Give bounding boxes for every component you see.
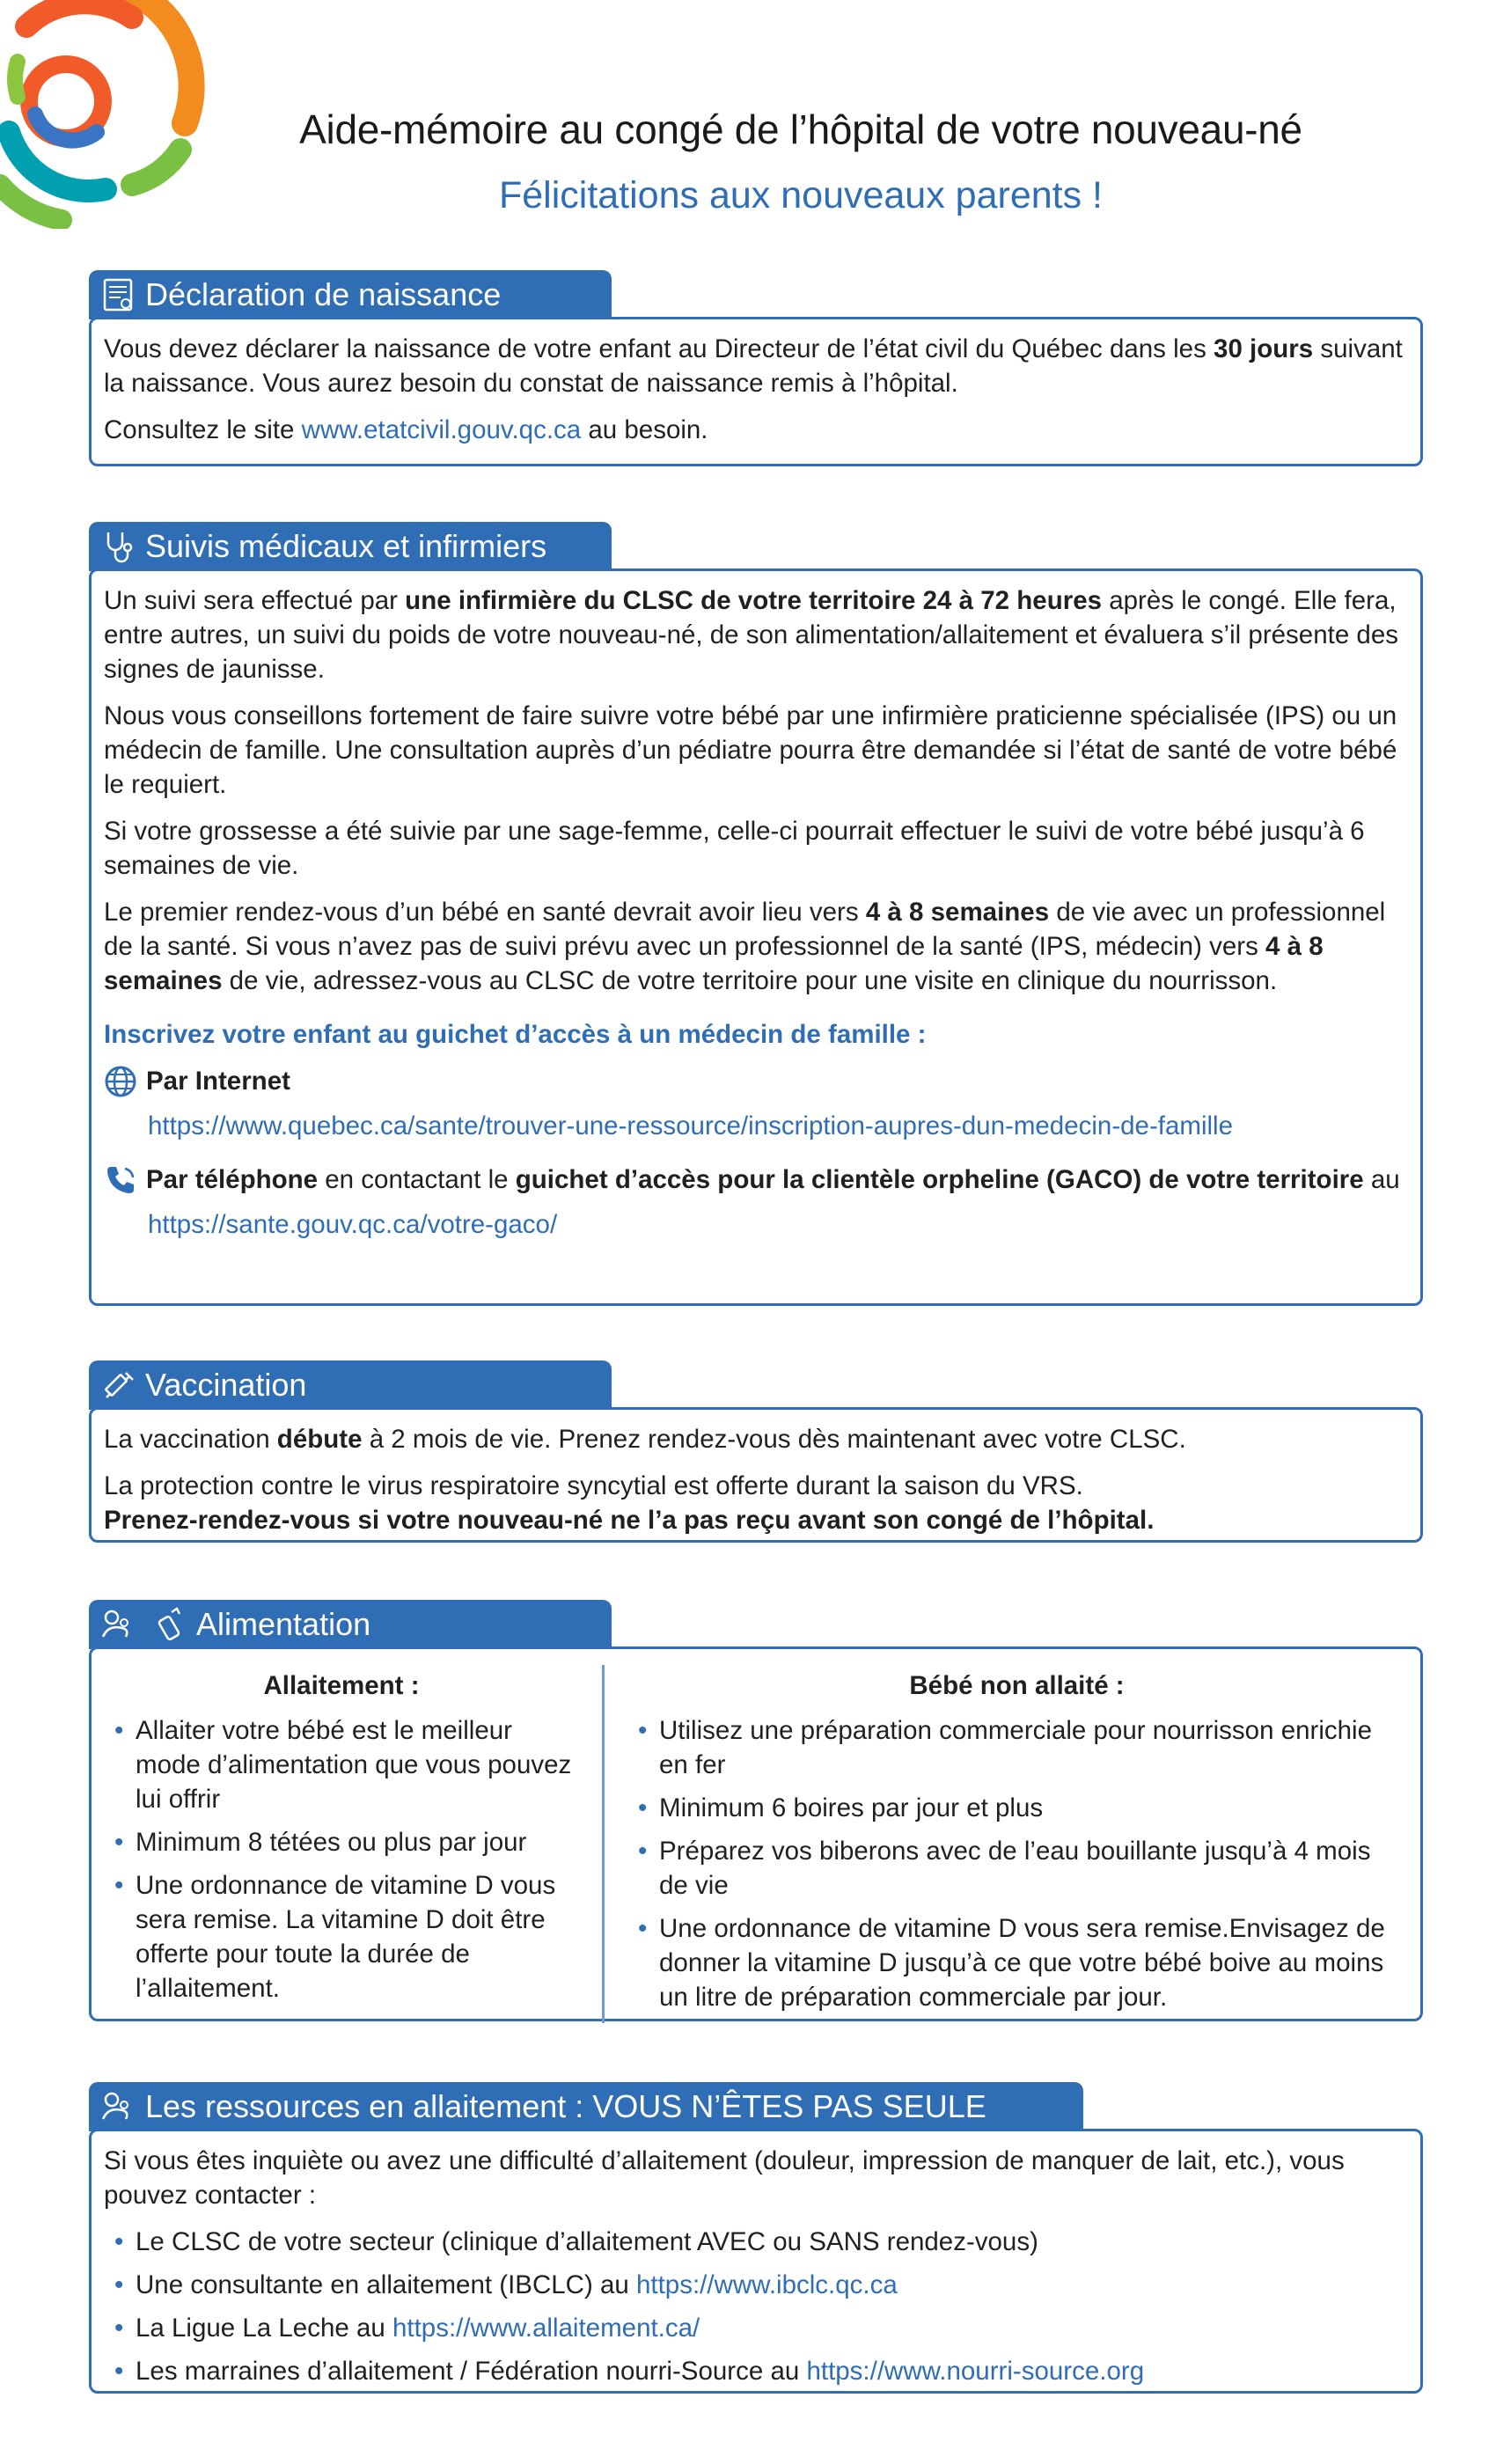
text: Les marraines d’allaitement / Fédération nourri-Source au (136, 2357, 807, 2386)
etatcivil-link[interactable]: www.etatcivil.gouv.qc.ca (301, 415, 582, 444)
declaration-box (89, 317, 1423, 466)
text-bold: Par téléphone (146, 1165, 319, 1194)
ressources-list (104, 2225, 1406, 2388)
text: de vie, adressez-vous au CLSC de votre territoire pour une visite en clinique du nourrisson. (222, 966, 1278, 995)
page-title: Aide-mémoire au congé de l’hôpital de votre nouveau-né (299, 106, 1302, 152)
text: de vie avec un professionnel de la santé. Si vous n’avez pas de suivi prévu avec un professionnel de la santé (IPS, médecin) vers (104, 898, 1386, 961)
tab-vaccination (89, 1360, 612, 1410)
text: au (1363, 1165, 1400, 1194)
tab-declaration (89, 270, 612, 319)
text-bold: Prenez-rendez-vous si votre nouveau-né ne l’a pas reçu avant son congé de l’hôpital. (104, 1506, 1155, 1535)
suivis-paragraph-2: Nous vous conseillons fortement de faire suivre votre bébé par une infirmière praticienne spécialisée (IPS) ou un médecin de famille. Une consultation auprès d’un pédiatre pourra être demandée si l’état de santé de votre bébé le requiert. (104, 701, 1397, 799)
tab-alimentation (89, 1600, 612, 1649)
tab-label: Alimentation (196, 1606, 371, 1642)
list-item: • Utilisez une préparation commerciale pour nourrisson enrichie en fer (627, 1713, 1406, 1782)
list-item (104, 2268, 1406, 2302)
suivis-box (89, 568, 1423, 1306)
bebe-non-allaite-heading: Bébé non allaité : (909, 1671, 1125, 1700)
tab-suivis (89, 522, 612, 571)
text: Un suivi sera effectué par (104, 586, 406, 615)
text: suivant la naissance. Vous aurez besoin du constat de naissance remis à l’hôpital. (104, 334, 1403, 398)
allaitement-column (104, 1665, 605, 2023)
allaitement-link[interactable]: https://www.allaitement.ca/ (392, 2314, 700, 2343)
tab-label: Vaccination (145, 1367, 307, 1403)
baby-bottle-icon (150, 1605, 189, 1644)
list-item (104, 2354, 1406, 2388)
quebec-ca-link[interactable]: https://www.quebec.ca/sante/trouver-une-ressource/inscription-aupres-dun-medecin-de-famille (148, 1111, 1234, 1140)
telephone-line (104, 1162, 1406, 1197)
inscription-heading: Inscrivez votre enfant au guichet d’accès à un médecin de famille : (104, 1020, 927, 1049)
breastfeeding-icon (99, 1605, 143, 1644)
page-header (141, 106, 1461, 217)
allaitement-heading: Allaitement : (263, 1671, 420, 1700)
telephone-link-row (104, 1207, 1406, 1242)
text: Le premier rendez-vous d’un bébé en santé devrait avoir lieu vers (104, 898, 866, 927)
allaitement-list (104, 1713, 579, 2006)
suivis-paragraph-1 (104, 583, 1406, 686)
bebe-non-allaite-column (627, 1665, 1406, 2023)
text: La Ligue La Leche au (136, 2314, 392, 2343)
text: La vaccination (104, 1425, 277, 1454)
text: à 2 mois de vie. Prenez rendez-vous dès maintenant avec votre CLSC. (362, 1425, 1186, 1454)
globe-icon (104, 1065, 137, 1098)
page-subtitle: Félicitations aux nouveaux parents ! (498, 174, 1103, 216)
stethoscope-icon (99, 527, 138, 566)
text-bold: 30 jours (1214, 334, 1314, 363)
alimentation-columns (104, 1665, 1406, 2023)
list-item: • Préparez vos biberons avec de l’eau bouillante jusqu’à 4 mois de vie (627, 1834, 1406, 1903)
tab-ressources (89, 2082, 1083, 2131)
telephone-text (146, 1162, 1400, 1197)
text-bold: guichet d’accès pour la clientèle orpheline (GACO) de votre territoire (515, 1165, 1364, 1194)
text-bold: 4 à 8 semaines (104, 932, 1324, 995)
internet-label: Par Internet (146, 1067, 290, 1096)
suivis-paragraph-4 (104, 895, 1406, 998)
text: Vous devez déclarer la naissance de votre enfant au Directeur de l’état civil du Québec dans les (104, 334, 1214, 363)
list-item (104, 2311, 1406, 2345)
nourri-source-link[interactable]: https://www.nourri-source.org (806, 2357, 1145, 2386)
bebe-non-allaite-list (627, 1713, 1406, 2014)
internet-link-row (104, 1109, 1406, 1143)
list-item: • Une ordonnance de vitamine D vous sera remise.Envisagez de donner la vitamine D jusqu’à ce que votre bébé boive au moins un litre de préparation commerciale par jour. (627, 1911, 1406, 2014)
certificate-icon (99, 275, 138, 314)
list-item: • Une ordonnance de vitamine D vous sera remise. La vitamine D doit être offerte pour toute la durée de l’allaitement. (104, 1868, 579, 2006)
ressources-intro: Si vous êtes inquiète ou avez une difficulté d’allaitement (douleur, impression de manquer de lait, etc.), vous pouvez contacter : (104, 2146, 1345, 2210)
ibclc-link[interactable]: https://www.ibclc.qc.ca (636, 2270, 898, 2299)
vaccination-paragraph-1 (104, 1422, 1406, 1456)
alimentation-box (89, 1646, 1423, 2021)
list-item: • Minimum 8 tétées ou plus par jour (104, 1825, 579, 1859)
list-item: • Le CLSC de votre secteur (clinique d’allaitement AVEC ou SANS rendez-vous) (104, 2225, 1406, 2259)
text: Une consultante en allaitement (IBCLC) au (136, 2270, 636, 2299)
phone-icon (104, 1163, 137, 1197)
text: en contactant le (318, 1165, 516, 1194)
tab-label: Déclaration de naissance (145, 276, 502, 312)
suivis-paragraph-3: Si votre grossesse a été suivie par une sage-femme, celle-ci pourrait effectuer le suivi de votre bébé jusqu’à 6 semaines de vie. (104, 817, 1365, 880)
vaccination-paragraph-2 (104, 1469, 1406, 1537)
text: La protection contre le virus respiratoire syncytial est offerte durant la saison du VRS. (104, 1471, 1083, 1500)
text: au besoin. (581, 415, 708, 444)
text-bold: 4 à 8 semaines (865, 898, 1050, 927)
vaccination-box (89, 1407, 1423, 1543)
breastfeeding-icon (99, 2087, 138, 2126)
text-bold: une infirmière du CLSC de votre territoire 24 à 72 heures (405, 586, 1103, 615)
internet-line (104, 1064, 1406, 1098)
tab-label: Les ressources en allaitement : VOUS N’ÊTES PAS SEULE (145, 2088, 986, 2124)
list-item: • Minimum 6 boires par jour et plus (627, 1791, 1406, 1825)
gaco-link[interactable]: https://sante.gouv.qc.ca/votre-gaco/ (148, 1210, 558, 1239)
tab-label: Suivis médicaux et infirmiers (145, 528, 547, 564)
list-item: • Allaiter votre bébé est le meilleur mode d’alimentation que vous pouvez lui offrir (104, 1713, 579, 1816)
declaration-paragraph (104, 332, 1406, 400)
text: Consultez le site (104, 415, 302, 444)
text-bold: débute (276, 1425, 363, 1454)
declaration-site-paragraph (104, 413, 1406, 447)
text: après le congé. Elle fera, entre autres, un suivi du poids de votre nouveau-né, de son alimentation/allaitement et évaluera s’il présente des signes de jaunisse. (104, 586, 1398, 684)
syringe-icon (99, 1366, 138, 1404)
ressources-box (89, 2129, 1423, 2394)
